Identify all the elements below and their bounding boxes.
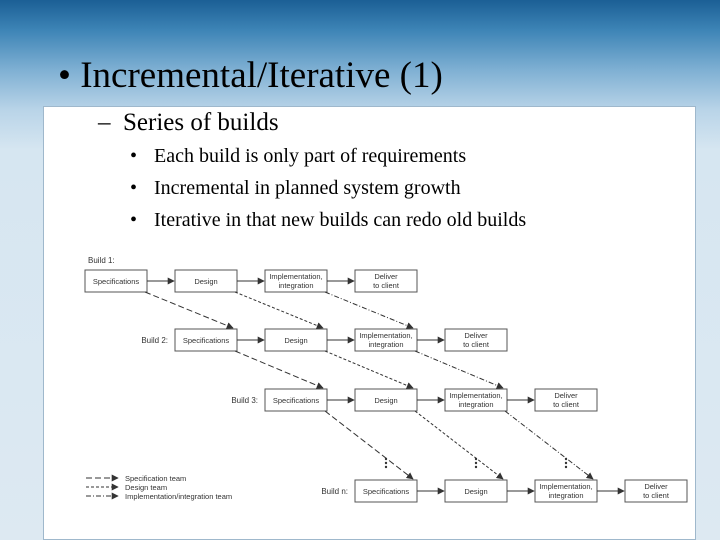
team-handoff-arrow	[505, 411, 593, 479]
bullet-item: • Each build is only part of requirements	[130, 145, 467, 167]
build-label: Build 3:	[231, 396, 258, 405]
build-label: Build 2:	[141, 336, 168, 345]
ellipsis-dot	[565, 466, 567, 468]
step-label: Deliver	[464, 331, 488, 340]
legend-label: Specification team	[125, 474, 187, 483]
step-label: integration	[458, 400, 494, 409]
step-label: Design	[194, 277, 218, 286]
step-label: Design	[284, 336, 308, 345]
step-label: Implementation,	[359, 331, 413, 340]
build-label: Build 1:	[88, 256, 115, 265]
step-label: Specifications	[92, 277, 140, 286]
step-label: Implementation,	[449, 391, 503, 400]
step-label: Deliver	[644, 482, 668, 491]
step-label: to client	[373, 281, 399, 290]
step-label: to client	[463, 340, 489, 349]
slide-title: • Incremental/Iterative (1)	[58, 55, 443, 96]
team-handoff-arrow	[415, 351, 503, 388]
ellipsis-dot	[565, 462, 567, 464]
title-bullet: •	[58, 55, 81, 96]
step-label: to client	[643, 491, 669, 500]
legend-label: Implementation/integration team	[125, 492, 233, 501]
team-handoff-arrow	[235, 292, 323, 328]
ellipsis-dot	[475, 462, 477, 464]
team-handoff-arrow	[325, 351, 413, 388]
legend-label: Design team	[125, 483, 168, 492]
step-label: Implementation,	[539, 482, 593, 491]
step-label: Design	[374, 396, 398, 405]
step-label: Specifications	[362, 487, 410, 496]
step-label: Deliver	[374, 272, 398, 281]
step-label: integration	[278, 281, 314, 290]
team-handoff-arrow	[415, 411, 503, 479]
step-label: integration	[368, 340, 404, 349]
step-label: integration	[548, 491, 584, 500]
subheading: – Series of builds	[98, 109, 279, 136]
team-handoff-arrow	[235, 351, 323, 388]
ellipsis-dot	[475, 466, 477, 468]
team-handoff-arrow	[325, 292, 413, 328]
build-label: Build n:	[321, 487, 348, 496]
ellipsis-dot	[475, 458, 477, 460]
step-label: Deliver	[554, 391, 578, 400]
ellipsis-dot	[385, 458, 387, 460]
step-label: Specifications	[182, 336, 230, 345]
step-label: Specifications	[272, 396, 320, 405]
ellipsis-dot	[385, 466, 387, 468]
bullet-item: • Iterative in that new builds can redo old builds	[130, 209, 527, 231]
team-handoff-arrow	[325, 411, 413, 479]
ellipsis-dot	[565, 458, 567, 460]
step-label: Implementation,	[269, 272, 323, 281]
step-label: Design	[464, 487, 488, 496]
dash-bullet: –	[98, 109, 123, 136]
team-handoff-arrow	[145, 292, 233, 328]
ellipsis-dot	[385, 462, 387, 464]
bullet-item: • Incremental in planned system growth	[130, 177, 461, 199]
step-label: to client	[553, 400, 579, 409]
